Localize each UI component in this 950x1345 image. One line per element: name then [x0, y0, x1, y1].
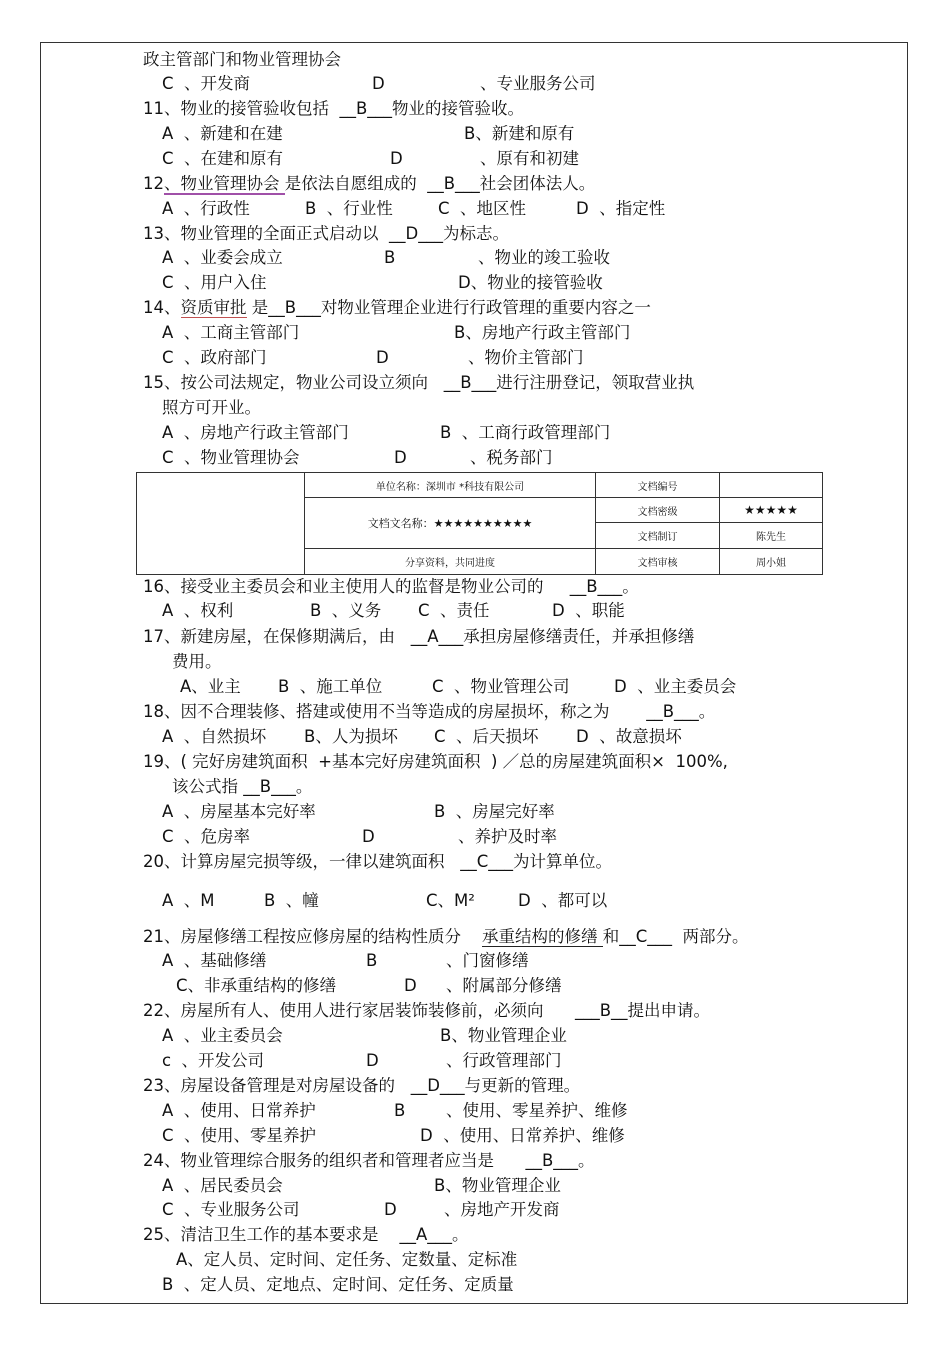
line-text: 是__B___对物业管理企业进行行政管理的重要内容之一 — [246, 298, 651, 317]
text-line — [162, 398, 261, 418]
text-line — [143, 298, 651, 318]
option-text: D — [372, 74, 385, 93]
line-text: 18、因不合理装修、搭建或使用不当等造成的房屋损坏，称之为 __B___。 — [143, 702, 716, 721]
text-line — [143, 224, 509, 244]
text-line — [162, 423, 862, 443]
option-text: B — [394, 1101, 406, 1120]
option-text: A、业主 — [180, 677, 241, 696]
option-text: B、新建和原有 — [464, 124, 575, 143]
option-text: D 、职能 — [552, 601, 625, 620]
line-text: 政主管部门和物业管理协会 — [143, 50, 341, 69]
secret-label: 文档密级 — [596, 498, 720, 523]
line-text: 14、 — [143, 298, 181, 317]
option-text: A 、工商主管部门 — [162, 323, 300, 342]
text-line — [143, 174, 595, 194]
text-line — [172, 777, 312, 797]
text-line — [143, 1225, 469, 1245]
option-text: B、房地产行政主管部门 — [454, 323, 631, 342]
line-text: 12 — [143, 174, 164, 193]
text-line — [162, 727, 862, 747]
text-line — [143, 1151, 595, 1171]
text-line — [143, 927, 749, 947]
option-text: D 、都可以 — [518, 891, 608, 910]
document-info-table — [136, 472, 823, 575]
line-text: 25、清洁卫生工作的基本要求是 __A___。 — [143, 1225, 469, 1244]
line-text: 是依法自愿组成的 __B___社会团体法人。 — [284, 174, 596, 193]
option-text: B 、工商行政管理部门 — [440, 423, 611, 442]
text-line — [172, 652, 222, 672]
option-text: 、附属部分修缮 — [446, 976, 562, 995]
option-text: C 、地区性 — [438, 199, 527, 218]
option-text: B 、义务 — [310, 601, 382, 620]
option-text: B、物业管理企业 — [440, 1026, 567, 1045]
line-text: 24、物业管理综合服务的组织者和管理者应当是 __B___。 — [143, 1151, 595, 1170]
text-line — [162, 1200, 862, 1220]
text-line — [143, 852, 612, 872]
option-text: A 、新建和在建 — [162, 124, 283, 143]
line-text: 22、房屋所有人、使用人进行家居装饰装修前，必须向 ___B__提出申请。 — [143, 1001, 711, 1020]
option-text: C、非承重结构的修缮 — [176, 976, 337, 995]
option-text: C 、物业管理协会 — [162, 448, 300, 467]
line-text: 照方可开业。 — [162, 398, 261, 417]
option-text: B — [366, 951, 378, 970]
line-text: 23、房屋设备管理是对房屋设备的 __D___与更新的管理。 — [143, 1076, 581, 1095]
unit-name: 单位名称：深圳市 *科技有限公司 — [305, 473, 596, 498]
option-text: A 、权利 — [162, 601, 234, 620]
option-text: D、物业的接管验收 — [458, 273, 603, 292]
option-text: 、门窗修缮 — [446, 951, 529, 970]
option-text: C 、政府部门 — [162, 348, 267, 367]
text-line — [162, 601, 862, 621]
option-text: D 、使用、日常养护、维修 — [420, 1126, 625, 1145]
text-line — [176, 1250, 517, 1270]
text-line — [162, 1176, 862, 1196]
line-text: 费用。 — [172, 652, 222, 671]
doc-no-value — [720, 473, 823, 498]
line-text: 16、接受业主委员会和业主使用人的监督是物业公司的 __B___。 — [143, 577, 639, 596]
text-line — [162, 124, 862, 144]
line-text: A、定人员、定时间、定任务、定数量、定标准 — [176, 1250, 518, 1269]
line-text: 15、按公司法规定，物业公司设立须向 __B___进行注册登记，领取营业执 — [143, 373, 695, 392]
text-line — [162, 1101, 862, 1121]
doc-name: 文档文名称：★★★★★★★★★★ — [305, 498, 596, 548]
option-text: C 、物业管理公司 — [432, 677, 570, 696]
line-text: 19、( 完好房建筑面积 +基本完好房建筑面积 ) ／总的房屋建筑面积× 100%, — [143, 752, 728, 771]
underlined-term: 、物业管理协会 — [164, 174, 285, 193]
option-text: C、M² — [426, 891, 475, 910]
line-text: 21、房屋修缮工程按应修房屋的结构性质分 — [143, 927, 482, 946]
line-text: 13、物业管理的全面正式启动以 __D___为标志。 — [143, 224, 509, 243]
text-line — [162, 1026, 862, 1046]
option-text: B 、施工单位 — [278, 677, 383, 696]
option-text: B 、幢 — [264, 891, 319, 910]
option-text: A 、房屋基本完好率 — [162, 802, 316, 821]
option-text: A 、基础修缮 — [162, 951, 267, 970]
line-text: 和__C___ 两部分。 — [602, 927, 749, 946]
option-text: D — [394, 448, 407, 467]
option-text: 、税务部门 — [470, 448, 553, 467]
share-text: 分享资料，共同进度 — [305, 548, 596, 574]
option-text: C 、用户入住 — [162, 273, 267, 292]
text-line — [162, 1051, 862, 1071]
option-text: B、人为损坏 — [304, 727, 398, 746]
option-text: D 、故意损坏 — [576, 727, 682, 746]
text-line — [162, 448, 862, 468]
text-line — [162, 951, 862, 971]
option-text: 、物价主管部门 — [468, 348, 584, 367]
option-text: 、房地产开发商 — [444, 1200, 560, 1219]
option-text: C 、在建和原有 — [162, 149, 284, 168]
text-line — [176, 976, 876, 996]
doc-no-label: 文档编号 — [596, 473, 720, 498]
option-text: B、物业管理企业 — [434, 1176, 561, 1195]
text-line — [162, 802, 862, 822]
option-text: B 、房屋完好率 — [434, 802, 555, 821]
text-line — [143, 50, 341, 70]
option-text: C 、使用、零星养护 — [162, 1126, 317, 1145]
option-text: D — [376, 348, 389, 367]
option-text: 、养护及时率 — [458, 827, 557, 846]
text-line — [143, 752, 728, 772]
text-line — [162, 323, 862, 343]
text-line — [162, 1275, 514, 1295]
option-text: B 、行业性 — [305, 199, 393, 218]
option-text: A 、居民委员会 — [162, 1176, 283, 1195]
option-text: D — [390, 149, 403, 168]
text-line — [162, 827, 862, 847]
option-text: C 、后天损坏 — [434, 727, 539, 746]
option-text: 、原有和初建 — [480, 149, 579, 168]
option-text: C 、责任 — [418, 601, 490, 620]
review-label: 文档审核 — [596, 548, 720, 574]
option-text: A 、业委会成立 — [162, 248, 283, 267]
option-text: A 、房地产行政主管部门 — [162, 423, 349, 442]
option-text: D 、业主委员会 — [614, 677, 737, 696]
option-text: D — [362, 827, 375, 846]
underlined-term: 资质审批 — [180, 298, 247, 317]
option-text: D — [366, 1051, 379, 1070]
text-line — [143, 1001, 710, 1021]
text-line — [162, 273, 862, 293]
author-label: 文档制订 — [596, 523, 720, 548]
option-text: A 、使用、日常养护 — [162, 1101, 316, 1120]
review-value: 周小姐 — [720, 548, 823, 574]
option-text: A 、业主委员会 — [162, 1026, 283, 1045]
option-text: C 、专业服务公司 — [162, 1200, 300, 1219]
text-line — [143, 373, 694, 393]
option-text: C 、开发商 — [162, 74, 251, 93]
line-text: 11、物业的接管验收包括 __B___物业的接管验收。 — [143, 99, 525, 118]
text-line — [180, 677, 880, 697]
text-line — [143, 702, 715, 722]
text-line — [162, 891, 862, 911]
text-line — [143, 1076, 580, 1096]
option-text: B — [384, 248, 396, 267]
text-line — [162, 149, 862, 169]
text-line — [162, 348, 862, 368]
option-text: 、行政管理部门 — [446, 1051, 562, 1070]
line-text: B 、定人员、定地点、定时间、定任务、定质量 — [162, 1275, 514, 1294]
option-text: C 、危房率 — [162, 827, 251, 846]
option-text: A 、行政性 — [162, 199, 250, 218]
option-text: A 、自然损坏 — [162, 727, 267, 746]
text-line — [162, 74, 862, 94]
option-text: c 、开发公司 — [162, 1051, 265, 1070]
option-text: D — [384, 1200, 397, 1219]
text-line — [162, 199, 862, 219]
option-text: A 、M — [162, 891, 215, 910]
author-value: 陈先生 — [720, 523, 823, 548]
logo-cell — [137, 473, 305, 575]
text-line — [143, 99, 524, 119]
underlined-term: 承重结构的修缮 — [481, 927, 603, 946]
option-text: D 、指定性 — [576, 199, 666, 218]
secret-value: ★★★★★ — [720, 498, 823, 523]
line-text: 20、计算房屋完损等级，一律以建筑面积 __C___为计算单位。 — [143, 852, 613, 871]
option-text: 、使用、零星养护、维修 — [446, 1101, 628, 1120]
text-line — [162, 1126, 862, 1146]
line-text: 该公式指 __B___。 — [172, 777, 313, 796]
text-line — [143, 627, 694, 647]
text-line — [143, 577, 639, 597]
line-text: 17、新建房屋，在保修期满后，由 __A___承担房屋修缮责任，并承担修缮 — [143, 627, 695, 646]
option-text: 、专业服务公司 — [480, 74, 596, 93]
option-text: 、物业的竣工验收 — [478, 248, 610, 267]
text-line — [162, 248, 862, 268]
option-text: D — [404, 976, 417, 995]
